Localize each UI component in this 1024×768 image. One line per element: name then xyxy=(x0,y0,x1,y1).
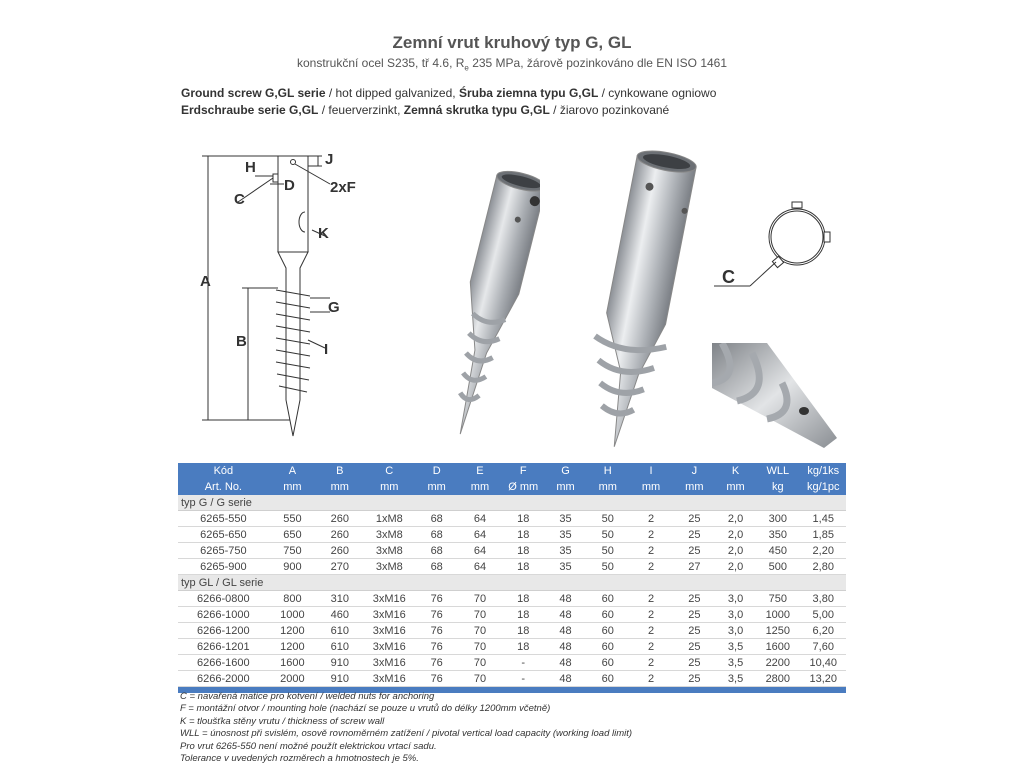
column-header: D xyxy=(415,463,458,479)
table-cell: 50 xyxy=(586,527,629,543)
table-cell: 750 xyxy=(269,543,316,559)
table-cell: 650 xyxy=(269,527,316,543)
table-cell: 310 xyxy=(316,591,363,607)
table-cell: 1xM8 xyxy=(364,511,416,527)
table-cell: 68 xyxy=(415,511,458,527)
table-cell: 610 xyxy=(316,623,363,639)
page-title: Zemní vrut kruhový typ G, GL xyxy=(392,33,632,52)
table-cell: 25 xyxy=(673,543,716,559)
table-cell: 2,20 xyxy=(800,543,846,559)
column-header: J xyxy=(673,463,716,479)
table-cell: 48 xyxy=(545,671,586,687)
table-cell: 1600 xyxy=(269,655,316,671)
screw-tip-photo xyxy=(712,343,847,455)
table-cell: 550 xyxy=(269,511,316,527)
table-cell: 10,40 xyxy=(800,655,846,671)
table-cell: 25 xyxy=(673,591,716,607)
table-cell: 76 xyxy=(415,623,458,639)
table-cell: 460 xyxy=(316,607,363,623)
table-cell: 70 xyxy=(458,623,501,639)
table-cell: 2 xyxy=(629,639,672,655)
table-cell: 3xM16 xyxy=(364,655,416,671)
column-unit: mm xyxy=(316,479,363,495)
footnotes xyxy=(180,691,632,765)
table-cell: 2,0 xyxy=(716,559,755,575)
table-cell: 48 xyxy=(545,655,586,671)
table-cell: 6266-1201 xyxy=(178,639,269,655)
column-header: C xyxy=(364,463,416,479)
table-row xyxy=(178,655,846,671)
column-unit: mm xyxy=(545,479,586,495)
footnote: C = navařená matice pro kotvení / welded nuts for anchoring xyxy=(180,691,435,702)
table-cell: 450 xyxy=(755,543,800,559)
column-unit: Ø mm xyxy=(502,479,545,495)
table-cell: 3xM8 xyxy=(364,543,416,559)
table-cell: 6266-2000 xyxy=(178,671,269,687)
table-cell: 18 xyxy=(502,591,545,607)
table-row xyxy=(178,607,846,623)
translation-line-1: Ground screw G,GL serie / hot dipped galvanized, Śruba ziemna typu G,GL / cynkowane ogniowo xyxy=(181,86,717,100)
table-cell: 2,0 xyxy=(716,527,755,543)
table-cell: 6266-1200 xyxy=(178,623,269,639)
column-header: Kód xyxy=(178,463,269,479)
table-row xyxy=(178,639,846,655)
table-cell: 68 xyxy=(415,559,458,575)
table-cell: 76 xyxy=(415,607,458,623)
table-cell: 3,0 xyxy=(716,607,755,623)
table-cell: 50 xyxy=(586,559,629,575)
table-row xyxy=(178,623,846,639)
material-subtitle: konstrukční ocel S235, tř 4.6, $R_e$ 235 MPa, žárově pozinkováno dle EN ISO 1461 xyxy=(296,56,728,73)
table-cell: 70 xyxy=(458,639,501,655)
table-cell: 76 xyxy=(415,655,458,671)
column-unit: mm xyxy=(629,479,672,495)
table-cell: 64 xyxy=(458,511,501,527)
table-cell: 270 xyxy=(316,559,363,575)
table-cell: 3,5 xyxy=(716,671,755,687)
table-cell: 260 xyxy=(316,511,363,527)
screw-photo-small xyxy=(380,165,540,445)
table-cell: 610 xyxy=(316,639,363,655)
table-cell: 48 xyxy=(545,623,586,639)
column-header: E xyxy=(458,463,501,479)
column-unit: mm xyxy=(269,479,316,495)
column-unit: Art. No. xyxy=(178,479,269,495)
table-cell: 76 xyxy=(415,639,458,655)
table-cell: 2 xyxy=(629,511,672,527)
screw-photo-large xyxy=(525,148,725,458)
table-cell: 3xM8 xyxy=(364,559,416,575)
label-h: H xyxy=(245,159,256,176)
table-cell: 70 xyxy=(458,591,501,607)
table-cell: 2 xyxy=(629,623,672,639)
column-header: B xyxy=(316,463,363,479)
header-row-1 xyxy=(178,463,846,479)
group-label: typ GL / GL serie xyxy=(178,575,846,591)
column-unit: mm xyxy=(458,479,501,495)
label-j: J xyxy=(325,151,334,168)
table-cell: 64 xyxy=(458,559,501,575)
table-cell: 6266-1000 xyxy=(178,607,269,623)
table-cell: 35 xyxy=(545,543,586,559)
table-cell: 2 xyxy=(629,671,672,687)
column-header: F xyxy=(502,463,545,479)
table-cell: 27 xyxy=(673,559,716,575)
table-cell: 1000 xyxy=(755,607,800,623)
table-cell: 750 xyxy=(755,591,800,607)
technical-drawing xyxy=(180,140,380,450)
table-cell: 6265-550 xyxy=(178,511,269,527)
table-cell: 900 xyxy=(269,559,316,575)
table-cell: 3,5 xyxy=(716,655,755,671)
table-cell: 3xM16 xyxy=(364,623,416,639)
table-cell: 13,20 xyxy=(800,671,846,687)
table-cell: 64 xyxy=(458,527,501,543)
column-unit: mm xyxy=(364,479,416,495)
table-cell: 3xM16 xyxy=(364,607,416,623)
table-cell: 76 xyxy=(415,591,458,607)
footnote: WLL = únosnost při svislém, osově rovnoměrném zatížení / pivotal vertical load capacity (working load limit) xyxy=(180,728,633,740)
table-cell: 3,0 xyxy=(716,623,755,639)
table-cell: 300 xyxy=(755,511,800,527)
table-cell: 2 xyxy=(629,527,672,543)
table-cell: - xyxy=(502,655,545,671)
table-cell: 48 xyxy=(545,639,586,655)
column-header: A xyxy=(269,463,316,479)
footnote: F = montážní otvor / mounting hole (nachází se pouze u vrutů do délky 1200mm včetně) xyxy=(180,703,551,715)
table-cell: 910 xyxy=(316,655,363,671)
table-cell: 6265-650 xyxy=(178,527,269,543)
table-cell: 35 xyxy=(545,559,586,575)
column-header: H xyxy=(586,463,629,479)
table-cell: 60 xyxy=(586,623,629,639)
table-cell: - xyxy=(502,671,545,687)
table-cell: 2 xyxy=(629,607,672,623)
group-row xyxy=(178,575,846,591)
table-cell: 25 xyxy=(673,527,716,543)
table-cell: 76 xyxy=(415,671,458,687)
table-cell: 350 xyxy=(755,527,800,543)
table-cell: 3,0 xyxy=(716,591,755,607)
table-cell: 3xM16 xyxy=(364,639,416,655)
table-cell: 48 xyxy=(545,591,586,607)
footnote: Pro vrut 6265-550 není možné použít elektrickou vrtací sadu. xyxy=(180,740,437,752)
table-cell: 3,5 xyxy=(716,639,755,655)
table-cell: 18 xyxy=(502,527,545,543)
footnote: K = tloušťka stěny vrutu / thickness of screw wall xyxy=(180,715,385,727)
table-cell: 60 xyxy=(586,639,629,655)
label-c-detail: C xyxy=(722,267,735,287)
table-cell: 18 xyxy=(502,623,545,639)
group-row xyxy=(178,495,846,511)
table-cell: 3xM8 xyxy=(364,527,416,543)
table-cell: 6,20 xyxy=(800,623,846,639)
table-cell: 6265-750 xyxy=(178,543,269,559)
column-header: G xyxy=(545,463,586,479)
table-cell: 3,80 xyxy=(800,591,846,607)
table-cell: 800 xyxy=(269,591,316,607)
table-cell: 2 xyxy=(629,655,672,671)
table-cell: 18 xyxy=(502,559,545,575)
table-cell: 25 xyxy=(673,511,716,527)
table-cell: 70 xyxy=(458,655,501,671)
column-unit: mm xyxy=(415,479,458,495)
table-cell: 2,0 xyxy=(716,511,755,527)
translation-line-2: Erdschraube serie G,GL / feuerverzinkt, Zemná skrutka typu G,GL / žiarovo pozinkované xyxy=(181,103,670,117)
table-cell: 910 xyxy=(316,671,363,687)
table-row xyxy=(178,591,846,607)
table-cell: 25 xyxy=(673,671,716,687)
table-cell: 1,85 xyxy=(800,527,846,543)
table-cell: 2800 xyxy=(755,671,800,687)
label-f: 2xF xyxy=(330,179,356,196)
table-cell: 60 xyxy=(586,607,629,623)
table-cell: 60 xyxy=(586,591,629,607)
table-cell: 2,80 xyxy=(800,559,846,575)
table-row xyxy=(178,671,846,687)
table-cell: 6265-900 xyxy=(178,559,269,575)
column-unit: mm xyxy=(586,479,629,495)
table-cell: 5,00 xyxy=(800,607,846,623)
table-cell: 18 xyxy=(502,607,545,623)
column-unit: kg/1pc xyxy=(800,479,846,495)
label-i: I xyxy=(324,341,329,358)
label-c: C xyxy=(234,191,245,208)
table-cell: 2 xyxy=(629,543,672,559)
table-cell: 68 xyxy=(415,543,458,559)
table-cell: 1000 xyxy=(269,607,316,623)
table-cell: 2 xyxy=(629,559,672,575)
table-cell: 70 xyxy=(458,607,501,623)
column-unit: mm xyxy=(673,479,716,495)
table-row xyxy=(178,527,846,543)
table-cell: 25 xyxy=(673,639,716,655)
table-cell: 2 xyxy=(629,591,672,607)
table-cell: 1200 xyxy=(269,623,316,639)
table-cell: 48 xyxy=(545,607,586,623)
table-cell: 50 xyxy=(586,543,629,559)
column-header: WLL xyxy=(755,463,800,479)
table-cell: 260 xyxy=(316,543,363,559)
table-cell: 3xM16 xyxy=(364,671,416,687)
table-cell: 18 xyxy=(502,543,545,559)
table-cell: 25 xyxy=(673,623,716,639)
footnote: Tolerance v uvedených rozměrech a hmotnostech je 5%. xyxy=(180,753,419,765)
column-header: I xyxy=(629,463,672,479)
label-g: G xyxy=(328,299,340,316)
table-cell: 60 xyxy=(586,671,629,687)
spec-table xyxy=(178,463,846,693)
table-cell: 35 xyxy=(545,511,586,527)
table-cell: 2200 xyxy=(755,655,800,671)
table-cell: 18 xyxy=(502,511,545,527)
table-cell: 35 xyxy=(545,527,586,543)
group-label: typ G / G serie xyxy=(178,495,846,511)
column-unit: kg xyxy=(755,479,800,495)
table-cell: 50 xyxy=(586,511,629,527)
table-cell: 1,45 xyxy=(800,511,846,527)
header-row-2 xyxy=(178,479,846,495)
column-unit: mm xyxy=(716,479,755,495)
label-d: D xyxy=(284,177,295,194)
nut-detail-drawing xyxy=(712,192,842,297)
table-cell: 1200 xyxy=(269,639,316,655)
table-cell: 1600 xyxy=(755,639,800,655)
table-row xyxy=(178,543,846,559)
table-cell: 25 xyxy=(673,607,716,623)
label-a: A xyxy=(200,273,211,290)
table-cell: 18 xyxy=(502,639,545,655)
column-header: kg/1ks xyxy=(800,463,846,479)
table-cell: 6266-0800 xyxy=(178,591,269,607)
table-cell: 25 xyxy=(673,655,716,671)
table-cell: 64 xyxy=(458,543,501,559)
table-cell: 1250 xyxy=(755,623,800,639)
table-cell: 68 xyxy=(415,527,458,543)
label-k: K xyxy=(318,225,329,242)
table-cell: 70 xyxy=(458,671,501,687)
column-header: K xyxy=(716,463,755,479)
table-cell: 7,60 xyxy=(800,639,846,655)
table-cell: 6266-1600 xyxy=(178,655,269,671)
label-b: B xyxy=(236,333,247,350)
table-cell: 60 xyxy=(586,655,629,671)
table-row xyxy=(178,559,846,575)
table-cell: 2000 xyxy=(269,671,316,687)
table-cell: 260 xyxy=(316,527,363,543)
table-cell: 500 xyxy=(755,559,800,575)
table-cell: 3xM16 xyxy=(364,591,416,607)
table-cell: 2,0 xyxy=(716,543,755,559)
table-row xyxy=(178,511,846,527)
